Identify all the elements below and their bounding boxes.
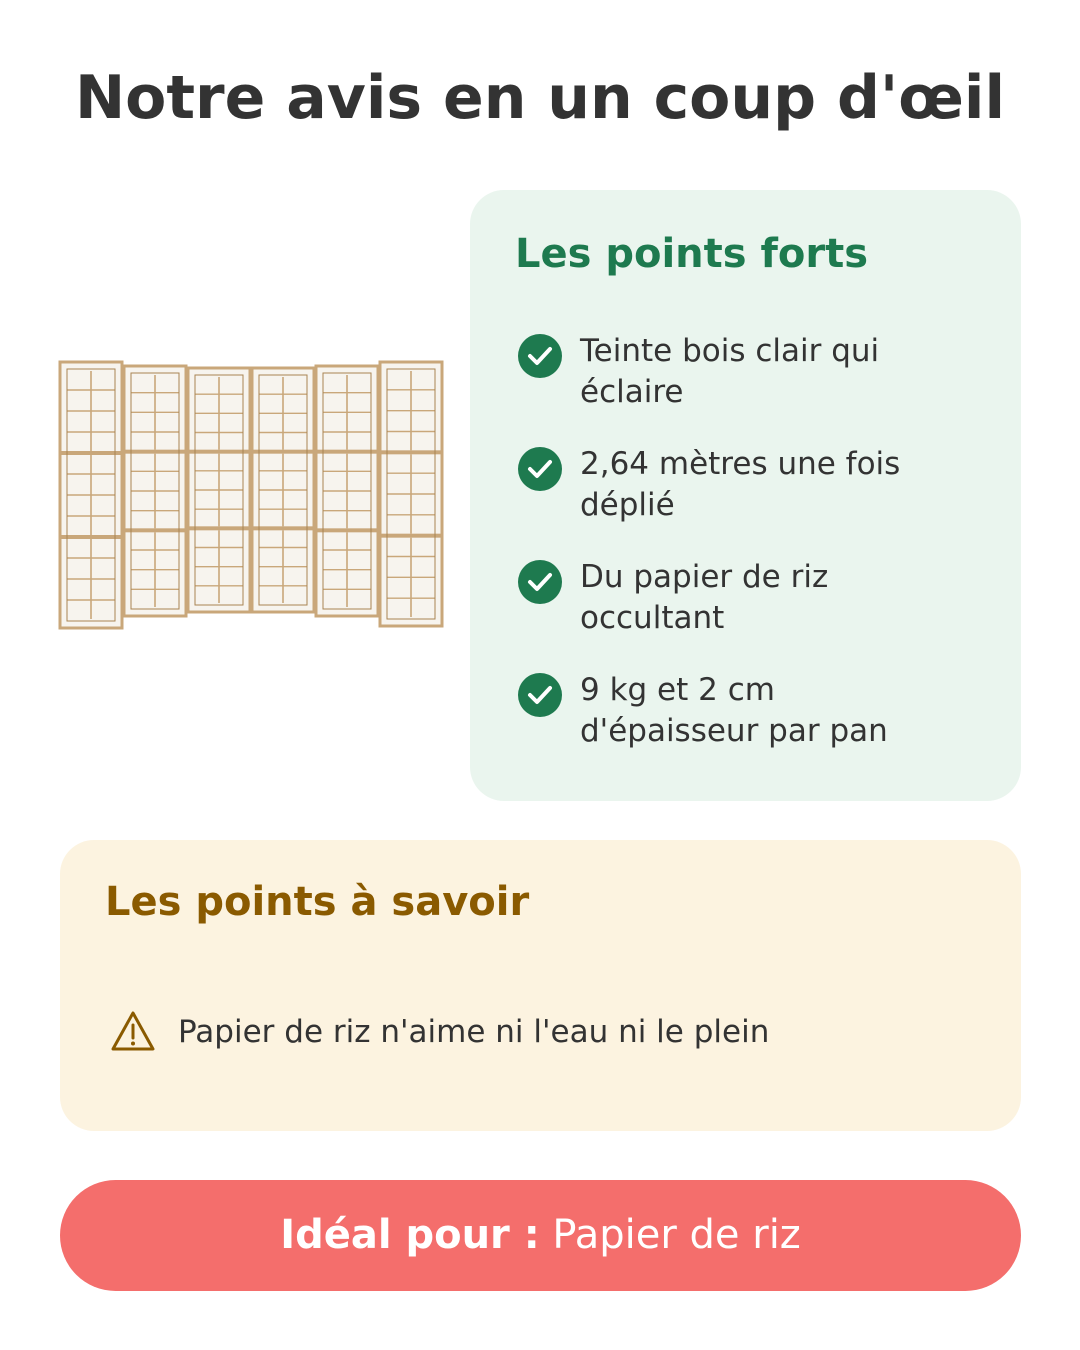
cons-item-text: Papier de riz n'aime ni l'eau ni le plein bbox=[178, 1014, 770, 1050]
check-circle-icon bbox=[518, 334, 562, 378]
cons-item bbox=[110, 1010, 990, 1054]
cons-title: Les points à savoir bbox=[105, 879, 530, 925]
ideal-label: Idéal pour : bbox=[280, 1212, 540, 1258]
pros-item-text: 9 kg et 2 cm d'épaisseur par pan bbox=[580, 672, 888, 749]
pros-card bbox=[470, 190, 1021, 801]
cons-card bbox=[60, 840, 1021, 1131]
ideal-value: Papier de riz bbox=[539, 1212, 801, 1258]
check-circle-icon bbox=[518, 560, 562, 604]
pros-item-text: 2,64 mètres une fois déplié bbox=[580, 446, 901, 523]
ideal-banner bbox=[60, 1180, 1021, 1291]
pros-item-text: Du papier de riz occultant bbox=[580, 559, 829, 636]
pros-title: Les points forts bbox=[515, 231, 869, 277]
warning-icon bbox=[110, 1010, 156, 1052]
page-title: Notre avis en un coup d'œil bbox=[74, 63, 1006, 133]
product-image bbox=[56, 358, 444, 633]
check-circle-icon bbox=[518, 673, 562, 717]
pros-item-text: Teinte bois clair qui éclaire bbox=[580, 333, 880, 410]
check-circle-icon bbox=[518, 447, 562, 491]
